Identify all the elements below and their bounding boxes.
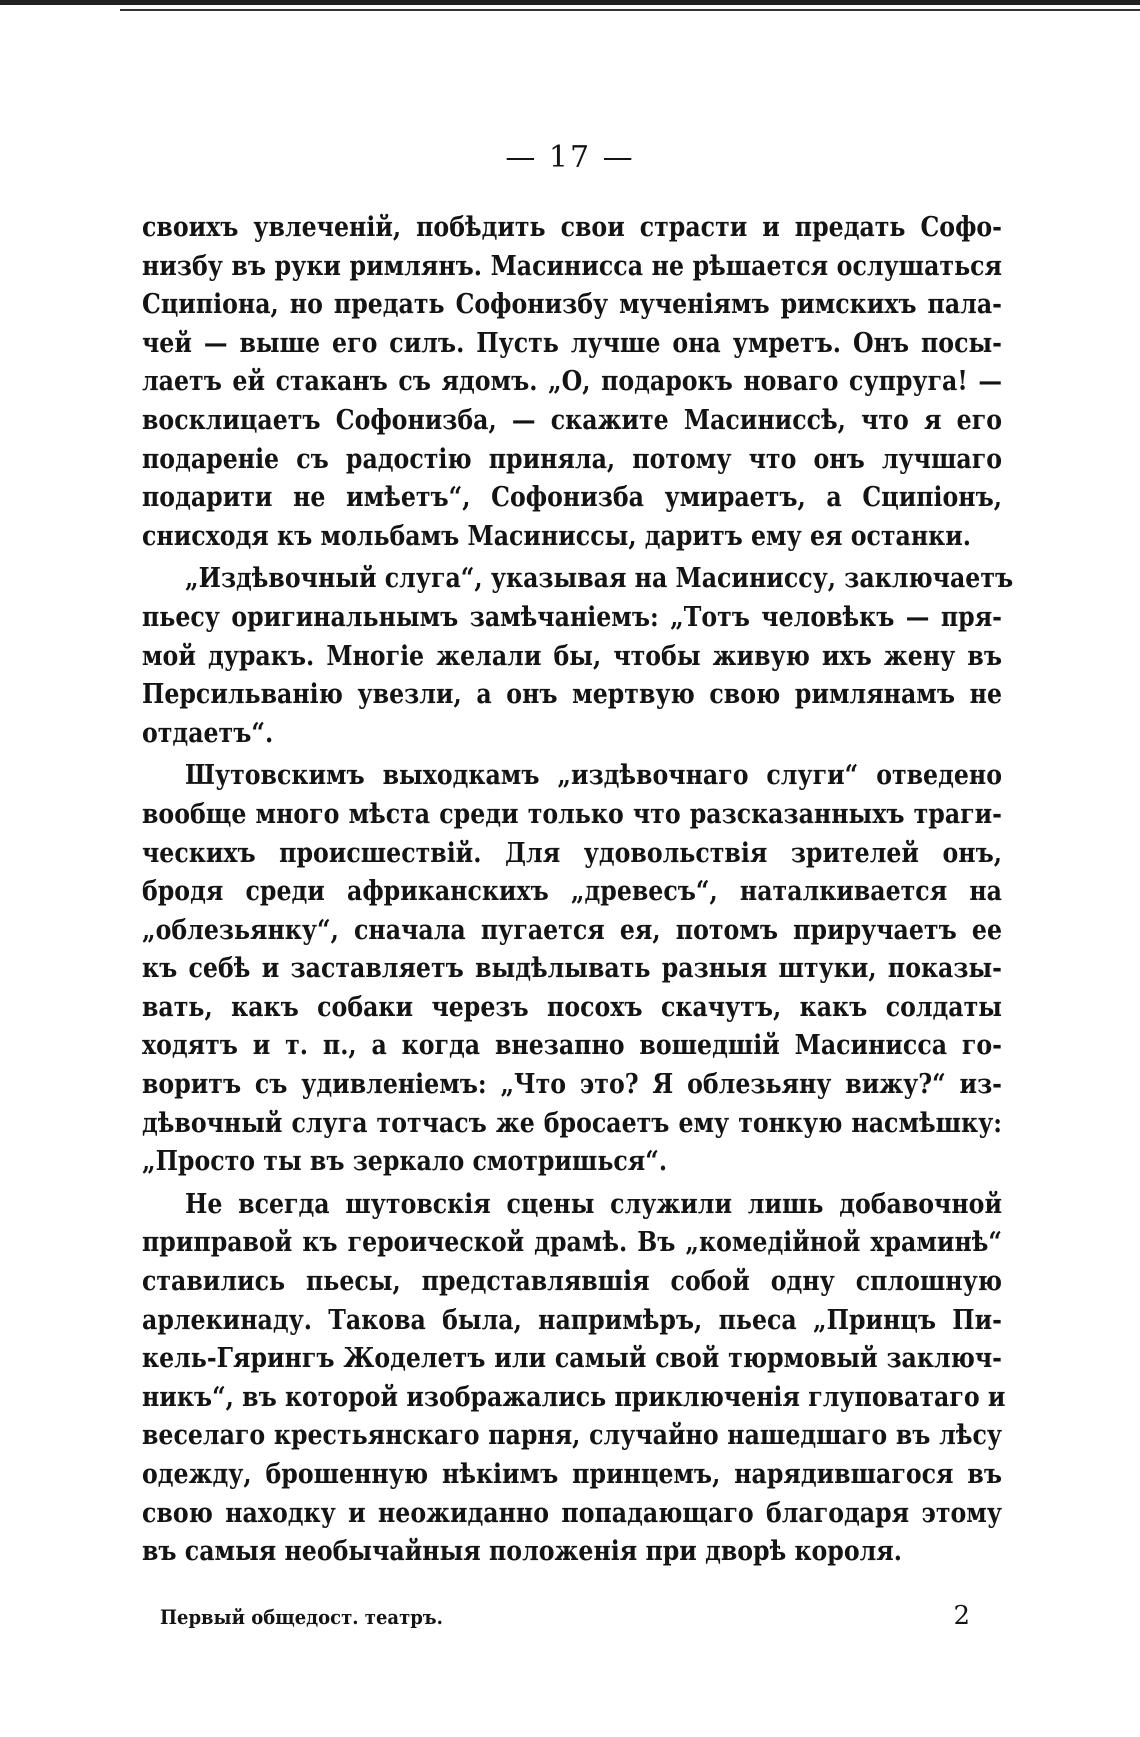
- text-line: подареніе съ радостію приняла, потому что онъ лучшаго: [142, 442, 1002, 475]
- text-line: „Просто ты въ зеркало смотришься“.: [142, 1145, 668, 1178]
- text-line: ставились пьесы, представлявшія собой одну сплошную: [142, 1265, 1002, 1298]
- text-line: снисходя къ мольбамъ Масиниссы, даритъ ему ея останки.: [142, 519, 972, 552]
- text-line: пьесу оригинальнымъ замѣчаніемъ: „Тотъ человѣкъ — пря-: [142, 600, 1002, 633]
- paragraph: [142, 756, 1002, 1181]
- text-line: ческихъ происшествій. Для удовольствія зрителей онъ,: [142, 836, 1002, 869]
- top-rule: [0, 0, 1140, 5]
- text-line: приправой къ героической драмѣ. Въ „комедійной храминѣ“: [142, 1226, 1002, 1259]
- footer-sheet-number: 2: [953, 1601, 970, 1631]
- text-line: мой дуракъ. Многіе желали бы, чтобы живую ихъ жену въ: [142, 639, 1002, 672]
- text-line: „облезьянку“, сначала пугается ея, потомъ приручаетъ ее: [142, 913, 1002, 946]
- text-line: „Издѣвочный слуга“, указывая на Масиниссу, заключаетъ: [185, 562, 1014, 595]
- text-line: Шутовскимъ выходкамъ „издѣвочнаго слуги“ отведено: [185, 759, 1002, 792]
- page-number: — 17 —: [505, 140, 635, 175]
- footer-signature: Первый общедост. театръ.: [160, 1605, 443, 1629]
- paragraph: [142, 1185, 1006, 1571]
- paragraph: [142, 208, 1002, 555]
- text-line: подарити не имѣетъ“, Софонизба умираетъ, а Сципіонъ,: [142, 481, 1002, 514]
- top-rule-secondary: [120, 9, 1140, 11]
- text-line: свою находку и неожиданно попадающаго благодаря этому: [142, 1496, 1002, 1529]
- text-line: веселаго крестьянскаго парня, случайно нашедшаго въ лѣсу: [142, 1419, 1002, 1452]
- text-line: вообще много мѣста среди только что разсказанныхъ траги-: [142, 797, 1002, 830]
- text-line: ходятъ и т. п., а когда внезапно вошедшій Масинисса го-: [142, 1029, 1002, 1062]
- text-line: отдаетъ“.: [142, 716, 274, 749]
- text-line: бродя среди африканскихъ „древесъ“, наталкивается на: [142, 875, 1002, 908]
- text-line: вать, какъ собаки черезъ посохъ скачутъ, какъ солдаты: [142, 990, 1002, 1023]
- text-line: одежду, брошенную нѣкіимъ принцемъ, нарядившагося въ: [142, 1458, 1002, 1490]
- text-line: къ себѣ и заставляетъ выдѣлывать разныя штуки, показы-: [142, 952, 1002, 985]
- text-line: чей — выше его силъ. Пусть лучше она умретъ. Онъ посы-: [142, 326, 1002, 359]
- text-line: кель-Гярингъ Жоделетъ или самый свой тюрмовый заключ-: [142, 1342, 1002, 1375]
- text-line: въ самыя необычайныя положенія при дворѣ короля.: [142, 1535, 903, 1568]
- text-line: воритъ съ удивленіемъ: „Что это? Я облезьяну вижу?“ из-: [142, 1068, 1002, 1101]
- text-line: своихъ увлеченій, побѣдить свои страсти и предать Софо-: [142, 211, 1002, 243]
- paragraph: [142, 559, 1014, 752]
- text-line: дѣвочный слуга тотчасъ же бросаетъ ему тонкую насмѣшку:: [142, 1106, 1002, 1139]
- text-line: низбу въ руки римлянъ. Масинисса не рѣшается ослушаться: [142, 249, 1002, 282]
- text-line: арлекинаду. Такова была, напримѣръ, пьеса „Принцъ Пи-: [142, 1303, 1002, 1336]
- body-text: [142, 208, 1014, 1571]
- text-line: Персильванію увезли, а онъ мертвую свою римлянамъ не: [142, 678, 1002, 711]
- text-line: лаетъ ей стаканъ съ ядомъ. „О, подарокъ новаго супруга! —: [142, 365, 1002, 398]
- text-line: Сципіона, но предать Софонизбу мученіямъ римскихъ пала-: [142, 288, 1002, 321]
- text-line: никъ“, въ которой изображались приключенія глуповатаго и: [142, 1380, 1006, 1413]
- text-line: Не всегда шутовскія сцены служили лишь добавочной: [185, 1187, 1002, 1220]
- text-line: восклицаетъ Софонизба, — скажите Масиниссѣ, что я его: [142, 403, 1002, 436]
